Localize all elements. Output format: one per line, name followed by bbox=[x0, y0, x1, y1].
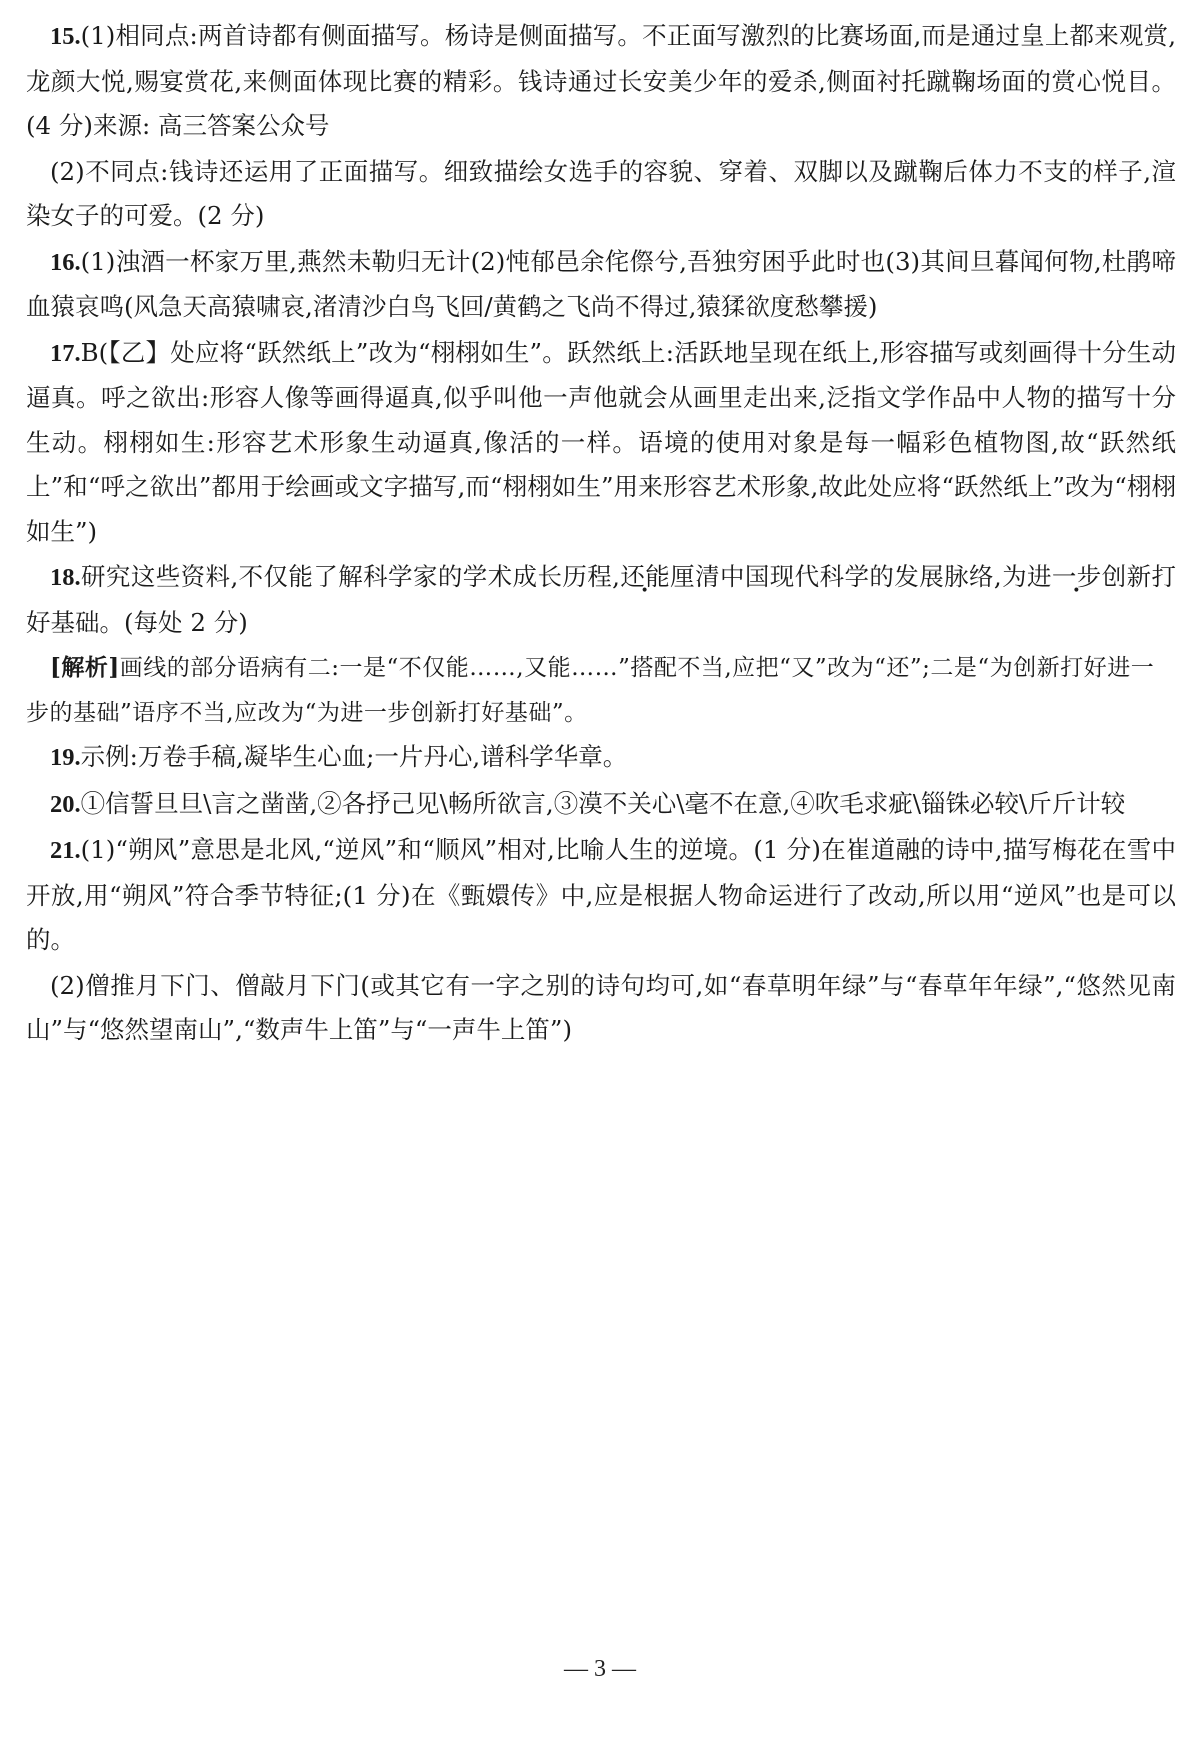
answer-15-part-1 bbox=[26, 14, 1176, 149]
answer-number: 20. bbox=[50, 790, 81, 818]
answer-18 bbox=[26, 555, 1176, 735]
answer-text: (1)“朔风”意思是北风,“逆风”和“顺风”相对,比喻人生的逆境。(1 分)在崔道融的诗中,描写梅花在雪中开放,用“朔风”符合季节特征;(1 分)在《甄嬛传》中,应是根据人物命运进行了改动,所以用“逆风”也是可以的。 bbox=[26, 835, 1176, 954]
answer-16 bbox=[26, 240, 1176, 330]
answer-text: 能厘清中国现代科学的发展脉络,为 bbox=[645, 562, 1027, 591]
answer-text: B(【乙】处应将“跃然纸上”改为“栩栩如生”。跃然纸上:活跃地呈现在纸上,形容描写或刻画得十分生动逼真。呼之欲出:形容人像等画得逼真,似乎叫他一声他就会从画里走出来,泛指文学作品中人物的描写十分生动。栩栩如生:形容艺术形象生动逼真,像活的一样。语境的使用对象是每一幅彩色植物图,故“跃然纸上”和“呼之欲出”都用于绘画或文字描写,而“栩栩如生”用来形容艺术形象,故此处应将“跃然纸上”改为“栩栩如生”) bbox=[26, 337, 1176, 546]
answer-text: (1)相同点:两首诗都有侧面描写。杨诗是侧面描写。不正面写激烈的比赛场面,而是通过皇上都来观赏,龙颜大悦,赐宴赏花,来侧面体现比赛的精彩。钱诗通过长安美少年的爱杀,侧面衬托蹴鞠场面的赏心悦目。(4 分)来源: 高三答案公众号 bbox=[26, 21, 1176, 140]
answer-20-part-1 bbox=[26, 782, 1176, 828]
answer-text: 研究这些资料,不仅能了解科学家的学术成长历程, bbox=[80, 562, 620, 591]
page-number: — 3 — bbox=[564, 1656, 636, 1682]
analysis-note bbox=[26, 646, 1176, 735]
answer-text: 示例:万卷手稿,凝毕生心血;一片丹心,谱科学华章。 bbox=[80, 742, 628, 771]
analysis-tag: [解析] bbox=[50, 654, 120, 681]
answer-15 bbox=[26, 14, 1176, 239]
answer-number: 21. bbox=[50, 837, 81, 864]
answer-text: ①信誓旦旦\言之凿凿,②各抒己见\畅所欲言,③漠不关心\毫不在意,④吹毛求疵\锱铢必较\斤斤计较 bbox=[80, 788, 1126, 818]
answer-text: (2)不同点:钱诗还运用了正面描写。细致描绘女选手的容貌、穿着、双脚以及蹴鞠后体力不支的样子,渲染女子的可爱。(2 分) bbox=[26, 156, 1176, 230]
answer-19 bbox=[26, 735, 1176, 781]
emphasis-dotted-text: 进一步 bbox=[1027, 562, 1102, 591]
answer-21-part-2 bbox=[26, 964, 1176, 1053]
answer-number: 16. bbox=[50, 248, 81, 276]
answer-16-part-1 bbox=[26, 240, 1176, 330]
answer-number: 17. bbox=[50, 339, 81, 367]
answer-text: 创新打好基础。(每处 2 分) bbox=[26, 562, 1177, 637]
answer-18-part-1 bbox=[26, 555, 1176, 645]
answer-20 bbox=[26, 782, 1176, 828]
answer-21 bbox=[26, 828, 1176, 1053]
answer-number: 18. bbox=[50, 564, 81, 591]
answer-number: 19. bbox=[50, 744, 81, 771]
answer-15-part-2 bbox=[26, 150, 1176, 239]
answer-text: (1)浊酒一杯家万里,燕然未勒归无计(2)忳郁邑余侘傺兮,吾独穷困乎此时也(3)其间旦暮闻何物,杜鹃啼血猿哀鸣(风急天高猿啸哀,渚清沙白鸟飞回/黄鹤之飞尚不得过,猿猱欲度愁攀援) bbox=[26, 246, 1176, 321]
answer-17-part-1 bbox=[26, 331, 1176, 555]
answer-19-part-1 bbox=[26, 735, 1176, 781]
answer-21-part-1 bbox=[26, 828, 1176, 963]
analysis-text: 画线的部分语病有二:一是“不仅能……,又能……”搭配不当,应把“又”改为“还”;二是“为创新打好进一步的基础”语序不当,应改为“为进一步创新打好基础”。 bbox=[26, 655, 1155, 726]
emphasis-dotted-text: 还 bbox=[619, 562, 646, 591]
answer-text: (2)僧推月下门、僧敲月下门(或其它有一字之别的诗句均可,如“春草明年绿”与“春草年年绿”,“悠然见南山”与“悠然望南山”,“数声牛上笛”与“一声牛上笛”) bbox=[26, 970, 1176, 1044]
answer-number: 15. bbox=[50, 23, 81, 50]
answer-17 bbox=[26, 331, 1176, 555]
answer-document bbox=[26, 14, 1176, 1054]
